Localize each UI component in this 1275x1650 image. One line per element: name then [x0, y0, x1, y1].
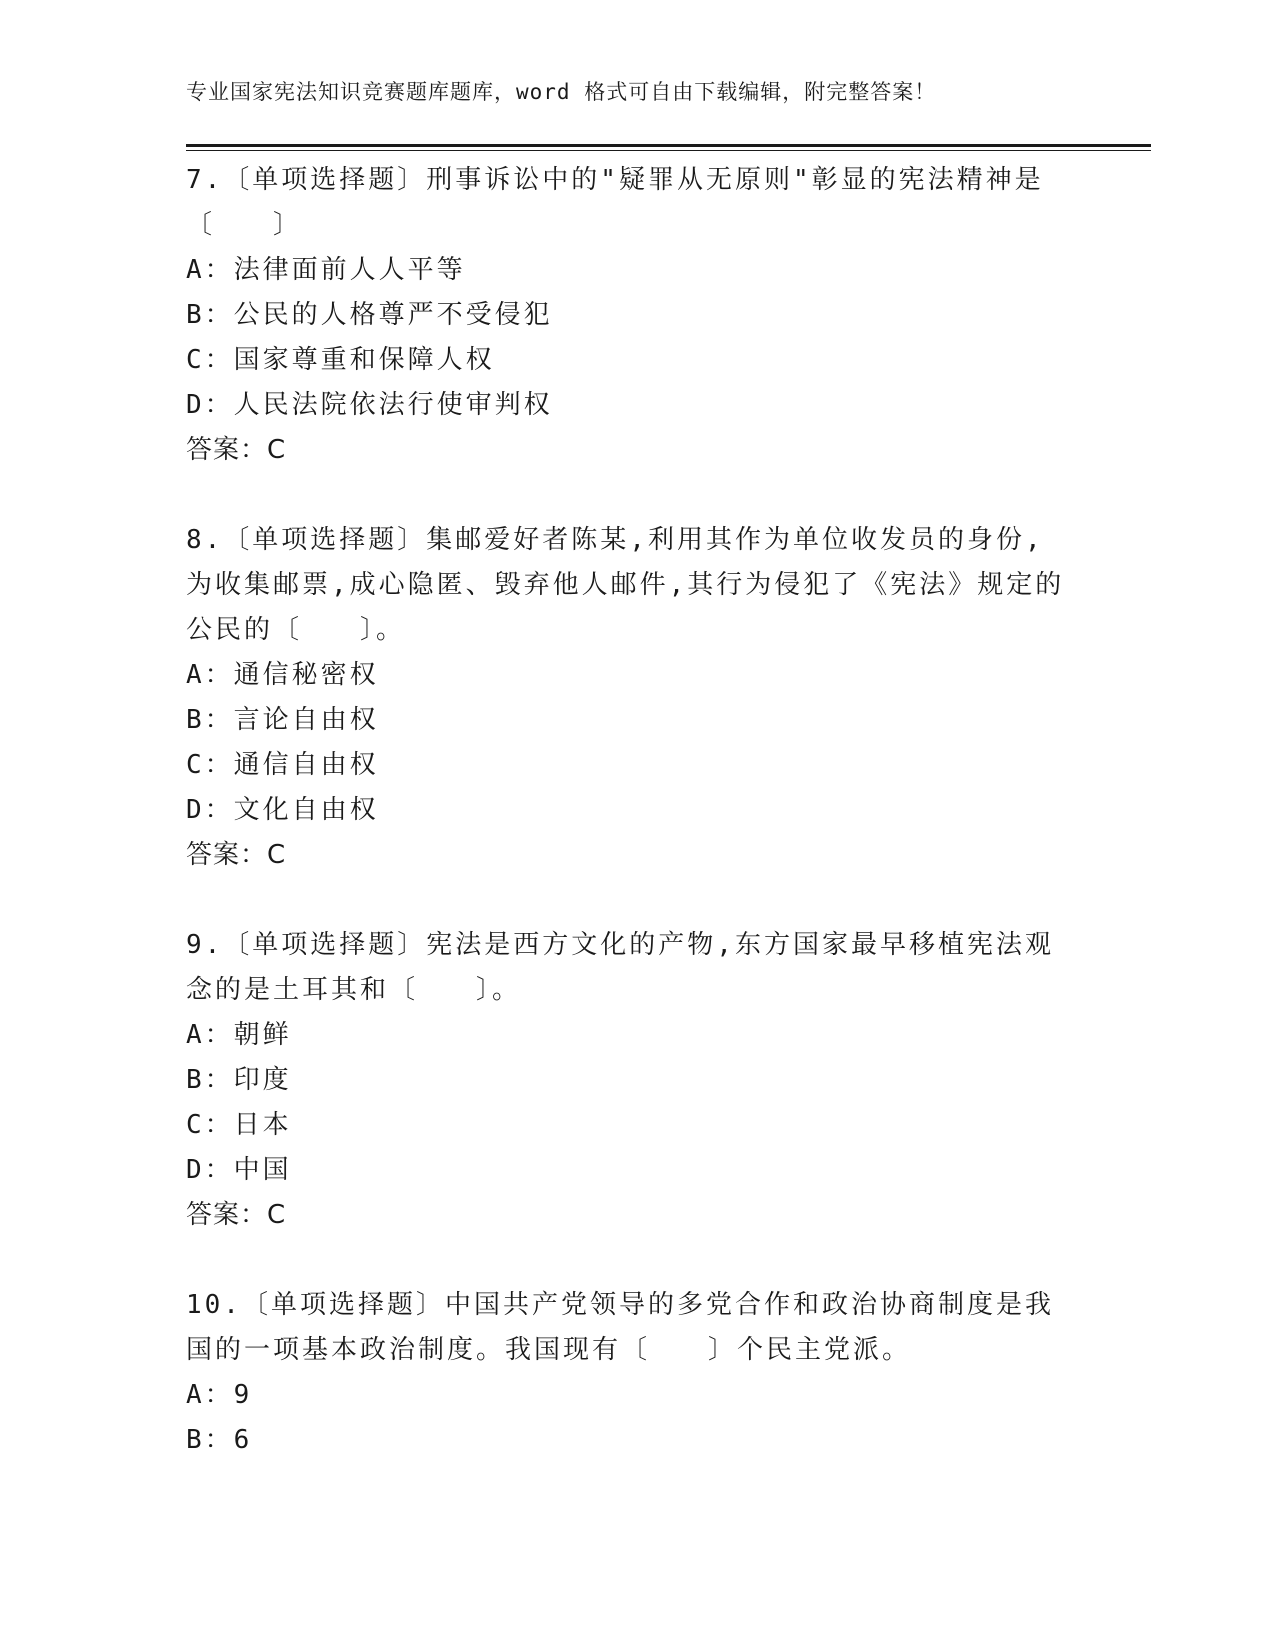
answer-line: 答案：C [186, 435, 287, 465]
option-a: A：通信秘密权 [186, 660, 379, 690]
question-10 [186, 1283, 1066, 1463]
option-c: C：通信自由权 [186, 750, 379, 780]
option-b: B：公民的人格尊严不受侵犯 [186, 300, 553, 330]
option-d: D：文化自由权 [186, 795, 379, 825]
option-c: C：国家尊重和保障人权 [186, 345, 495, 375]
option-b: B：言论自由权 [186, 705, 379, 735]
header-rule-thin [186, 150, 1151, 151]
option-d: D：中国 [186, 1155, 292, 1185]
option-c: C：日本 [186, 1110, 292, 1140]
option-a: A：朝鲜 [186, 1020, 292, 1050]
question-list [186, 158, 1066, 1463]
option-b: B：6 [186, 1425, 253, 1455]
question-stem: 9.〔单项选择题〕宪法是西方文化的产物,东方国家最早移植宪法观念的是土耳其和〔 〕。 [186, 930, 1054, 1005]
question-stem: 8.〔单项选择题〕集邮爱好者陈某,利用其作为单位收发员的身份,为收集邮票,成心隐匿、毁弃他人邮件,其行为侵犯了《宪法》规定的公民的〔 〕。 [186, 525, 1065, 645]
option-a: A：法律面前人人平等 [186, 255, 466, 285]
header-rule-thick [186, 144, 1151, 147]
question-stem: 7.〔单项选择题〕刑事诉讼中的"疑罪从无原则"彰显的宪法精神是〔 〕 [186, 165, 1044, 240]
question-9 [186, 923, 1066, 1238]
option-d: D：人民法院依法行使审判权 [186, 390, 553, 420]
answer-line: 答案：C [186, 1200, 287, 1230]
option-b: B：印度 [186, 1065, 292, 1095]
page-header: 专业国家宪法知识竞赛题库题库，word 格式可自由下载编辑，附完整答案！ [186, 80, 937, 104]
question-8 [186, 518, 1066, 878]
option-a: A：9 [186, 1380, 253, 1410]
question-stem: 10.〔单项选择题〕中国共产党领导的多党合作和政治协商制度是我国的一项基本政治制度。我国现有〔 〕个民主党派。 [186, 1290, 1054, 1365]
answer-line: 答案：C [186, 840, 287, 870]
question-7 [186, 158, 1066, 473]
